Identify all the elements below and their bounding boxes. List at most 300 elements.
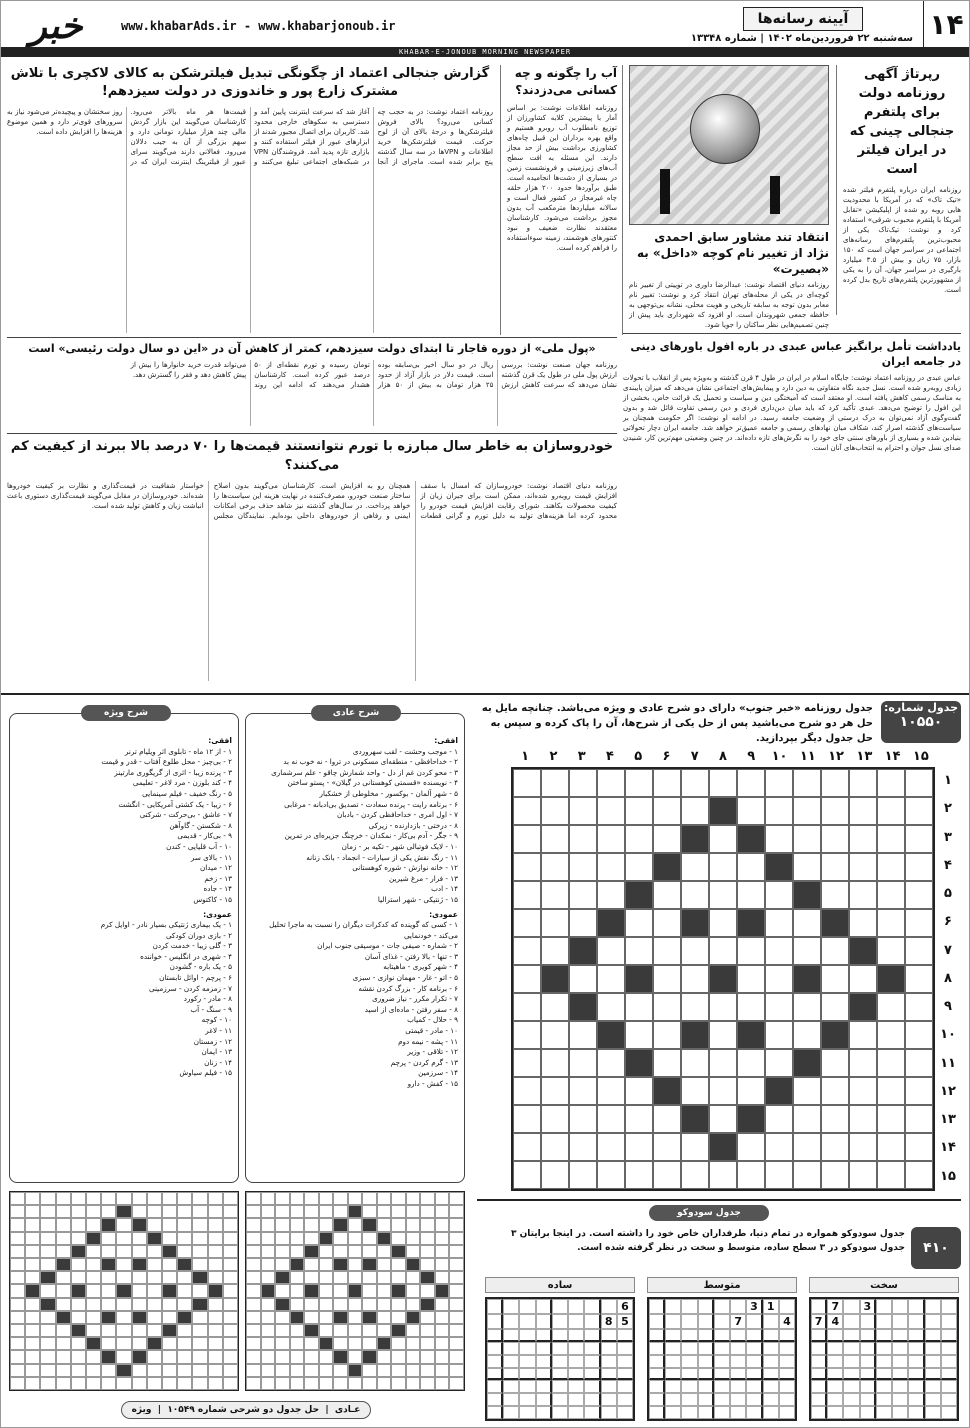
grid-cell[interactable] <box>406 1298 421 1311</box>
grid-cell[interactable] <box>513 853 541 881</box>
sudoku-cell[interactable] <box>908 1314 924 1329</box>
grid-cell[interactable] <box>246 1232 261 1245</box>
sudoku-cell[interactable] <box>584 1342 600 1355</box>
grid-cell[interactable] <box>319 1218 334 1231</box>
grid-cell[interactable] <box>406 1205 421 1218</box>
grid-cell[interactable] <box>223 1205 238 1218</box>
grid-cell[interactable] <box>377 1284 392 1297</box>
grid-cell[interactable] <box>569 881 597 909</box>
sudoku-cell[interactable] <box>779 1342 795 1355</box>
grid-cell[interactable] <box>319 1298 334 1311</box>
grid-cell[interactable] <box>192 1284 207 1297</box>
grid-cell[interactable] <box>348 1271 363 1284</box>
grid-cell[interactable] <box>348 1377 363 1390</box>
sudoku-cell[interactable] <box>617 1406 633 1419</box>
grid-cell[interactable] <box>849 965 877 993</box>
grid-cell[interactable] <box>25 1350 40 1363</box>
grid-cell[interactable] <box>737 1161 765 1189</box>
grid-cell[interactable] <box>625 993 653 1021</box>
grid-cell[interactable] <box>449 1218 464 1231</box>
grid-cell[interactable] <box>681 965 709 993</box>
sudoku-cell[interactable] <box>487 1368 503 1381</box>
grid-cell[interactable] <box>653 965 681 993</box>
grid-cell[interactable] <box>793 937 821 965</box>
grid-cell[interactable] <box>849 1021 877 1049</box>
sudoku-cell[interactable] <box>730 1355 746 1368</box>
grid-cell[interactable] <box>406 1350 421 1363</box>
grid-cell[interactable] <box>765 825 793 853</box>
grid-cell[interactable] <box>877 1161 905 1189</box>
grid-cell[interactable] <box>86 1258 101 1271</box>
grid-cell[interactable] <box>391 1232 406 1245</box>
sudoku-cell[interactable] <box>698 1342 714 1355</box>
grid-cell[interactable] <box>653 797 681 825</box>
grid-cell[interactable] <box>765 993 793 1021</box>
grid-cell[interactable] <box>569 1049 597 1077</box>
grid-cell[interactable] <box>223 1258 238 1271</box>
grid-cell[interactable] <box>653 937 681 965</box>
grid-cell[interactable] <box>177 1232 192 1245</box>
sudoku-cell[interactable] <box>714 1314 730 1329</box>
grid-cell[interactable] <box>348 1350 363 1363</box>
grid-cell[interactable] <box>569 909 597 937</box>
sudoku-cell[interactable] <box>908 1299 924 1314</box>
sudoku-cell[interactable] <box>649 1355 665 1368</box>
grid-cell[interactable] <box>821 881 849 909</box>
sudoku-cell[interactable] <box>860 1329 876 1342</box>
grid-cell[interactable] <box>86 1324 101 1337</box>
grid-cell[interactable] <box>905 1077 933 1105</box>
grid-cell[interactable] <box>681 769 709 797</box>
grid-cell[interactable] <box>25 1271 40 1284</box>
grid-cell[interactable] <box>597 937 625 965</box>
sudoku-cell[interactable] <box>779 1329 795 1342</box>
grid-cell[interactable] <box>793 769 821 797</box>
grid-cell[interactable] <box>162 1364 177 1377</box>
sudoku-cell[interactable] <box>925 1393 941 1406</box>
sudoku-cell[interactable] <box>876 1368 892 1381</box>
grid-cell[interactable] <box>56 1337 71 1350</box>
grid-cell[interactable] <box>177 1337 192 1350</box>
grid-cell[interactable] <box>177 1284 192 1297</box>
grid-cell[interactable] <box>116 1350 131 1363</box>
grid-cell[interactable] <box>25 1324 40 1337</box>
sudoku-cell[interactable] <box>568 1314 584 1329</box>
sudoku-cell[interactable] <box>601 1393 617 1406</box>
grid-cell[interactable] <box>40 1337 55 1350</box>
grid-cell[interactable] <box>246 1311 261 1324</box>
grid-cell[interactable] <box>541 1133 569 1161</box>
grid-cell[interactable] <box>177 1192 192 1205</box>
grid-cell[interactable] <box>132 1298 147 1311</box>
sudoku-cell[interactable] <box>779 1355 795 1368</box>
sudoku-cell[interactable] <box>827 1406 843 1419</box>
sudoku-cell[interactable] <box>779 1406 795 1419</box>
grid-cell[interactable] <box>132 1271 147 1284</box>
grid-cell[interactable] <box>877 1105 905 1133</box>
grid-cell[interactable] <box>625 1077 653 1105</box>
sudoku-cell[interactable] <box>860 1368 876 1381</box>
grid-cell[interactable] <box>765 797 793 825</box>
grid-cell[interactable] <box>333 1364 348 1377</box>
grid-cell[interactable] <box>208 1350 223 1363</box>
grid-cell[interactable] <box>821 825 849 853</box>
grid-cell[interactable] <box>681 797 709 825</box>
grid-cell[interactable] <box>147 1364 162 1377</box>
sudoku-cell[interactable] <box>746 1342 762 1355</box>
grid-cell[interactable] <box>435 1245 450 1258</box>
grid-cell[interactable] <box>162 1205 177 1218</box>
grid-cell[interactable] <box>162 1298 177 1311</box>
grid-cell[interactable] <box>348 1311 363 1324</box>
grid-cell[interactable] <box>709 825 737 853</box>
grid-cell[interactable] <box>625 825 653 853</box>
grid-cell[interactable] <box>132 1324 147 1337</box>
grid-cell[interactable] <box>849 797 877 825</box>
grid-cell[interactable] <box>162 1377 177 1390</box>
sudoku-cell[interactable] <box>892 1342 908 1355</box>
grid-cell[interactable] <box>101 1298 116 1311</box>
sudoku-cell[interactable]: 7 <box>730 1314 746 1329</box>
sudoku-cell[interactable] <box>763 1314 779 1329</box>
grid-cell[interactable] <box>162 1258 177 1271</box>
grid-cell[interactable] <box>849 1105 877 1133</box>
grid-cell[interactable] <box>435 1377 450 1390</box>
grid-cell[interactable] <box>208 1192 223 1205</box>
sudoku-cell[interactable] <box>811 1355 827 1368</box>
grid-cell[interactable] <box>208 1377 223 1390</box>
grid-cell[interactable] <box>147 1324 162 1337</box>
grid-cell[interactable] <box>147 1245 162 1258</box>
grid-cell[interactable] <box>56 1324 71 1337</box>
grid-cell[interactable] <box>101 1337 116 1350</box>
sudoku-cell[interactable] <box>487 1329 503 1342</box>
grid-cell[interactable] <box>513 937 541 965</box>
grid-cell[interactable] <box>333 1324 348 1337</box>
grid-cell[interactable] <box>348 1218 363 1231</box>
grid-cell[interactable] <box>40 1258 55 1271</box>
grid-cell[interactable] <box>541 825 569 853</box>
sudoku-cell[interactable] <box>746 1406 762 1419</box>
grid-cell[interactable] <box>132 1245 147 1258</box>
grid-cell[interactable] <box>849 1161 877 1189</box>
grid-cell[interactable] <box>877 797 905 825</box>
grid-cell[interactable] <box>765 1049 793 1077</box>
site-url[interactable]: www.khabarAds.ir - www.khabarjonoub.ir <box>121 19 396 33</box>
grid-cell[interactable] <box>765 1021 793 1049</box>
sudoku-cell[interactable] <box>892 1393 908 1406</box>
grid-cell[interactable] <box>40 1311 55 1324</box>
grid-cell[interactable] <box>275 1284 290 1297</box>
grid-cell[interactable] <box>304 1298 319 1311</box>
grid-cell[interactable] <box>101 1271 116 1284</box>
grid-cell[interactable] <box>25 1311 40 1324</box>
grid-cell[interactable] <box>261 1298 276 1311</box>
grid-cell[interactable] <box>86 1284 101 1297</box>
grid-cell[interactable] <box>25 1218 40 1231</box>
grid-cell[interactable] <box>192 1258 207 1271</box>
grid-cell[interactable] <box>681 853 709 881</box>
grid-cell[interactable] <box>25 1298 40 1311</box>
grid-cell[interactable] <box>192 1311 207 1324</box>
grid-cell[interactable] <box>261 1258 276 1271</box>
grid-cell[interactable] <box>737 937 765 965</box>
grid-cell[interactable] <box>71 1377 86 1390</box>
sudoku-cell[interactable] <box>925 1314 941 1329</box>
grid-cell[interactable] <box>333 1205 348 1218</box>
sudoku-cell[interactable] <box>811 1299 827 1314</box>
grid-cell[interactable] <box>737 965 765 993</box>
sudoku-grid-easy[interactable] <box>485 1297 635 1421</box>
grid-cell[interactable] <box>905 909 933 937</box>
grid-cell[interactable] <box>290 1324 305 1337</box>
sudoku-cell[interactable] <box>941 1355 957 1368</box>
grid-cell[interactable] <box>793 993 821 1021</box>
grid-cell[interactable] <box>116 1298 131 1311</box>
sudoku-cell[interactable] <box>811 1342 827 1355</box>
grid-cell[interactable] <box>793 909 821 937</box>
sudoku-cell[interactable] <box>714 1342 730 1355</box>
grid-cell[interactable] <box>877 769 905 797</box>
grid-cell[interactable] <box>261 1218 276 1231</box>
grid-cell[interactable] <box>208 1271 223 1284</box>
grid-cell[interactable] <box>625 797 653 825</box>
grid-cell[interactable] <box>40 1284 55 1297</box>
grid-cell[interactable] <box>449 1324 464 1337</box>
sudoku-cell[interactable] <box>536 1355 552 1368</box>
sudoku-cell[interactable] <box>827 1329 843 1342</box>
grid-cell[interactable] <box>541 1161 569 1189</box>
grid-cell[interactable] <box>162 1218 177 1231</box>
grid-cell[interactable] <box>541 909 569 937</box>
grid-cell[interactable] <box>765 1105 793 1133</box>
grid-cell[interactable] <box>709 881 737 909</box>
sudoku-cell[interactable] <box>714 1355 730 1368</box>
sudoku-cell[interactable] <box>876 1406 892 1419</box>
grid-cell[interactable] <box>449 1364 464 1377</box>
grid-cell[interactable] <box>877 937 905 965</box>
sudoku-cell[interactable] <box>649 1380 665 1393</box>
grid-cell[interactable] <box>304 1364 319 1377</box>
sudoku-cell[interactable] <box>487 1342 503 1355</box>
sudoku-cell[interactable] <box>827 1342 843 1355</box>
grid-cell[interactable] <box>435 1324 450 1337</box>
grid-cell[interactable] <box>435 1232 450 1245</box>
sudoku-cell[interactable] <box>519 1329 535 1342</box>
grid-cell[interactable] <box>223 1298 238 1311</box>
sudoku-cell[interactable] <box>941 1406 957 1419</box>
grid-cell[interactable] <box>261 1192 276 1205</box>
sudoku-cell[interactable] <box>503 1406 519 1419</box>
sudoku-cell[interactable] <box>941 1342 957 1355</box>
grid-cell[interactable] <box>625 853 653 881</box>
grid-cell[interactable] <box>10 1298 25 1311</box>
sudoku-cell[interactable] <box>536 1342 552 1355</box>
grid-cell[interactable] <box>101 1377 116 1390</box>
grid-cell[interactable] <box>192 1218 207 1231</box>
grid-cell[interactable] <box>208 1258 223 1271</box>
grid-cell[interactable] <box>10 1337 25 1350</box>
grid-cell[interactable] <box>877 1133 905 1161</box>
grid-cell[interactable] <box>208 1364 223 1377</box>
grid-cell[interactable] <box>793 797 821 825</box>
sudoku-cell[interactable] <box>892 1355 908 1368</box>
sudoku-cell[interactable] <box>876 1299 892 1314</box>
grid-cell[interactable] <box>40 1192 55 1205</box>
sudoku-cell[interactable] <box>487 1406 503 1419</box>
grid-cell[interactable] <box>765 1133 793 1161</box>
grid-cell[interactable] <box>681 1049 709 1077</box>
grid-cell[interactable] <box>377 1271 392 1284</box>
grid-cell[interactable] <box>765 1161 793 1189</box>
grid-cell[interactable] <box>435 1337 450 1350</box>
sudoku-cell[interactable] <box>698 1406 714 1419</box>
grid-cell[interactable] <box>420 1377 435 1390</box>
grid-cell[interactable] <box>25 1232 40 1245</box>
sudoku-cell[interactable] <box>665 1393 681 1406</box>
grid-cell[interactable] <box>192 1364 207 1377</box>
sudoku-cell[interactable] <box>843 1393 859 1406</box>
grid-cell[interactable] <box>116 1218 131 1231</box>
sudoku-cell[interactable] <box>681 1380 697 1393</box>
sudoku-cell[interactable] <box>746 1314 762 1329</box>
grid-cell[interactable] <box>406 1377 421 1390</box>
grid-cell[interactable] <box>597 1049 625 1077</box>
sudoku-cell[interactable] <box>487 1355 503 1368</box>
sudoku-cell[interactable] <box>908 1393 924 1406</box>
grid-cell[interactable] <box>541 853 569 881</box>
sudoku-cell[interactable] <box>892 1299 908 1314</box>
grid-cell[interactable] <box>290 1192 305 1205</box>
sudoku-cell[interactable] <box>584 1314 600 1329</box>
grid-cell[interactable] <box>406 1245 421 1258</box>
sudoku-cell[interactable] <box>665 1299 681 1314</box>
sudoku-cell[interactable] <box>503 1355 519 1368</box>
grid-cell[interactable] <box>304 1258 319 1271</box>
grid-cell[interactable] <box>541 993 569 1021</box>
grid-cell[interactable] <box>132 1205 147 1218</box>
sudoku-cell[interactable] <box>601 1406 617 1419</box>
sudoku-cell[interactable]: 3 <box>860 1299 876 1314</box>
grid-cell[interactable] <box>56 1245 71 1258</box>
grid-cell[interactable] <box>290 1232 305 1245</box>
sudoku-cell[interactable] <box>519 1380 535 1393</box>
grid-cell[interactable] <box>905 1021 933 1049</box>
grid-cell[interactable] <box>513 1161 541 1189</box>
sudoku-cell[interactable] <box>714 1380 730 1393</box>
sudoku-cell[interactable] <box>908 1355 924 1368</box>
sudoku-cell[interactable] <box>601 1380 617 1393</box>
grid-cell[interactable] <box>877 1077 905 1105</box>
grid-cell[interactable] <box>101 1284 116 1297</box>
grid-cell[interactable] <box>25 1364 40 1377</box>
grid-cell[interactable] <box>275 1311 290 1324</box>
sudoku-cell[interactable] <box>601 1342 617 1355</box>
grid-cell[interactable] <box>319 1284 334 1297</box>
grid-cell[interactable] <box>406 1324 421 1337</box>
grid-cell[interactable] <box>132 1364 147 1377</box>
sudoku-cell[interactable] <box>649 1393 665 1406</box>
grid-cell[interactable] <box>377 1311 392 1324</box>
grid-cell[interactable] <box>435 1218 450 1231</box>
grid-cell[interactable] <box>162 1271 177 1284</box>
grid-cell[interactable] <box>10 1245 25 1258</box>
sudoku-cell[interactable] <box>519 1393 535 1406</box>
grid-cell[interactable] <box>821 993 849 1021</box>
grid-cell[interactable] <box>597 1077 625 1105</box>
sudoku-cell[interactable] <box>730 1342 746 1355</box>
sudoku-cell[interactable]: 7 <box>827 1299 843 1314</box>
grid-cell[interactable] <box>25 1245 40 1258</box>
grid-cell[interactable] <box>449 1337 464 1350</box>
special-tab[interactable]: شرح ویژه <box>81 705 171 721</box>
grid-cell[interactable] <box>246 1258 261 1271</box>
grid-cell[interactable] <box>304 1218 319 1231</box>
grid-cell[interactable] <box>737 797 765 825</box>
grid-cell[interactable] <box>513 1133 541 1161</box>
sudoku-cell[interactable] <box>487 1299 503 1314</box>
sudoku-cell[interactable] <box>779 1393 795 1406</box>
grid-cell[interactable] <box>223 1245 238 1258</box>
grid-cell[interactable] <box>333 1284 348 1297</box>
grid-cell[interactable] <box>56 1205 71 1218</box>
grid-cell[interactable] <box>420 1232 435 1245</box>
grid-cell[interactable] <box>348 1245 363 1258</box>
grid-cell[interactable] <box>597 769 625 797</box>
grid-cell[interactable] <box>541 1021 569 1049</box>
grid-cell[interactable] <box>362 1192 377 1205</box>
grid-cell[interactable] <box>71 1205 86 1218</box>
grid-cell[interactable] <box>821 1105 849 1133</box>
grid-cell[interactable] <box>177 1350 192 1363</box>
grid-cell[interactable] <box>223 1284 238 1297</box>
grid-cell[interactable] <box>877 825 905 853</box>
grid-cell[interactable] <box>449 1258 464 1271</box>
sudoku-cell[interactable] <box>892 1314 908 1329</box>
grid-cell[interactable] <box>377 1324 392 1337</box>
grid-cell[interactable] <box>10 1232 25 1245</box>
grid-cell[interactable] <box>597 797 625 825</box>
grid-cell[interactable] <box>261 1324 276 1337</box>
grid-cell[interactable] <box>162 1337 177 1350</box>
sudoku-cell[interactable] <box>763 1329 779 1342</box>
grid-cell[interactable] <box>147 1271 162 1284</box>
grid-cell[interactable] <box>821 1049 849 1077</box>
grid-cell[interactable] <box>192 1245 207 1258</box>
grid-cell[interactable] <box>319 1245 334 1258</box>
sudoku-cell[interactable] <box>665 1329 681 1342</box>
grid-cell[interactable] <box>377 1350 392 1363</box>
grid-cell[interactable] <box>319 1364 334 1377</box>
sudoku-cell[interactable] <box>811 1393 827 1406</box>
grid-cell[interactable] <box>877 993 905 1021</box>
grid-cell[interactable] <box>304 1350 319 1363</box>
grid-cell[interactable] <box>40 1377 55 1390</box>
grid-cell[interactable] <box>56 1232 71 1245</box>
grid-cell[interactable] <box>101 1245 116 1258</box>
grid-cell[interactable] <box>737 881 765 909</box>
grid-cell[interactable] <box>275 1350 290 1363</box>
grid-cell[interactable] <box>304 1311 319 1324</box>
grid-cell[interactable] <box>147 1218 162 1231</box>
grid-cell[interactable] <box>177 1364 192 1377</box>
grid-cell[interactable] <box>246 1324 261 1337</box>
sudoku-cell[interactable] <box>698 1299 714 1314</box>
grid-cell[interactable] <box>435 1350 450 1363</box>
grid-cell[interactable] <box>56 1377 71 1390</box>
sudoku-cell[interactable] <box>665 1406 681 1419</box>
grid-cell[interactable] <box>681 1161 709 1189</box>
